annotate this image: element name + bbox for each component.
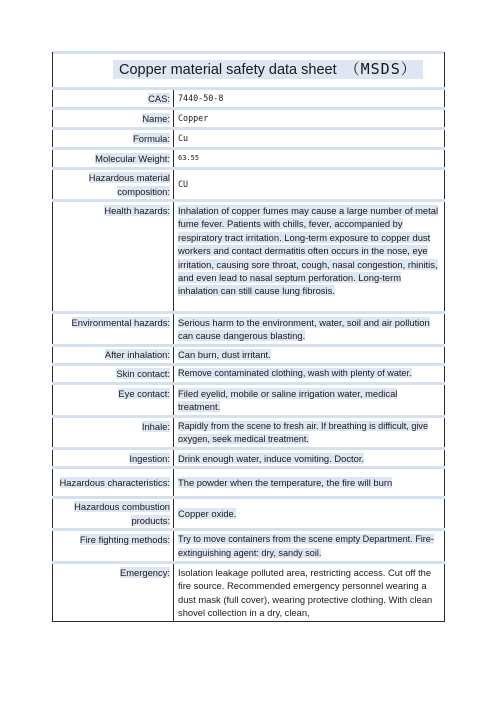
row-label: Fire fighting methods: bbox=[53, 530, 174, 563]
row-value: The powder when the temperature, the fire will burn bbox=[174, 468, 445, 498]
row-value: Cu bbox=[174, 129, 445, 149]
table-row bbox=[53, 364, 445, 383]
title-suffix: （MSDS） bbox=[344, 60, 417, 78]
row-label: Environmental hazards: bbox=[53, 313, 174, 346]
row-label: CAS: bbox=[53, 89, 174, 109]
table-row bbox=[53, 416, 445, 449]
row-label: After inhalation: bbox=[53, 345, 174, 364]
row-value: Can burn, dust irritant. bbox=[174, 345, 445, 364]
row-value: Remove contaminated clothing, wash with plenty of water. bbox=[174, 364, 445, 383]
table-row bbox=[53, 449, 445, 468]
row-label: Hazardous combustion products: bbox=[53, 498, 174, 530]
row-value: Copper oxide. bbox=[174, 498, 445, 530]
row-label: Hazardous material composition: bbox=[53, 169, 174, 201]
row-value: Rapidly from the scene to fresh air. If breathing is difficult, give oxygen, seek medical treatment. bbox=[174, 416, 445, 449]
title-text: Copper material safety data sheet bbox=[119, 62, 337, 78]
row-label: Health hazards: bbox=[53, 201, 174, 313]
table-row bbox=[53, 383, 445, 416]
row-label: Skin contact: bbox=[53, 364, 174, 383]
row-label: Ingestion: bbox=[53, 449, 174, 468]
msds-sheet bbox=[52, 52, 445, 622]
table-row bbox=[53, 169, 445, 201]
table-row bbox=[53, 530, 445, 563]
row-label: Eye contact: bbox=[53, 383, 174, 416]
row-value: Filed eyelid, mobile or saline irrigation water, medical treatment. bbox=[174, 383, 445, 416]
page-title bbox=[113, 60, 423, 79]
title-box bbox=[52, 52, 445, 87]
row-value: Isolation leakage polluted area, restricting access. Cut off the fire source. Recommended emergency personnel wearing a dust mask (full cover), wearing protective clothing. With clean shovel collection in a dry, clean, bbox=[174, 563, 445, 622]
table-row bbox=[53, 109, 445, 129]
row-label: Formula: bbox=[53, 129, 174, 149]
table-row bbox=[53, 468, 445, 498]
row-value: Try to move containers from the scene empty Department. Fire-extinguishing agent: dry, sandy soil. bbox=[174, 530, 445, 563]
row-label: Name: bbox=[53, 109, 174, 129]
table-row bbox=[53, 563, 445, 622]
msds-table bbox=[52, 87, 445, 622]
row-value: CU bbox=[174, 169, 445, 201]
table-row bbox=[53, 498, 445, 530]
row-label: Inhale: bbox=[53, 416, 174, 449]
table-row bbox=[53, 201, 445, 313]
row-label: Molecular Weight: bbox=[53, 149, 174, 169]
row-value: 63.55 bbox=[174, 149, 445, 169]
row-value: Copper bbox=[174, 109, 445, 129]
table-row bbox=[53, 89, 445, 109]
row-value: Serious harm to the environment, water, soil and air pollution can cause dangerous blasting. bbox=[174, 313, 445, 346]
row-value: 7440-50-8 bbox=[174, 89, 445, 109]
row-value: Drink enough water, induce vomiting. Doctor. bbox=[174, 449, 445, 468]
row-label: Emergency: bbox=[53, 563, 174, 622]
row-label: Hazardous characteristics: bbox=[53, 468, 174, 498]
table-row bbox=[53, 345, 445, 364]
table-row bbox=[53, 313, 445, 346]
table-row bbox=[53, 129, 445, 149]
row-value: Inhalation of copper fumes may cause a large number of metal fume fever. Patients with chills, fever, accompanied by respiratory tract irritation. Long-term exposure to copper dust workers and contact dermatitis often occurs in the nose, eye irritation, causing sore throat, cough, nasal congestion, rhinitis, and even lead to nasal septum perforation. Long-term inhalation can still cause lung fibrosis. bbox=[174, 201, 445, 313]
table-row bbox=[53, 149, 445, 169]
